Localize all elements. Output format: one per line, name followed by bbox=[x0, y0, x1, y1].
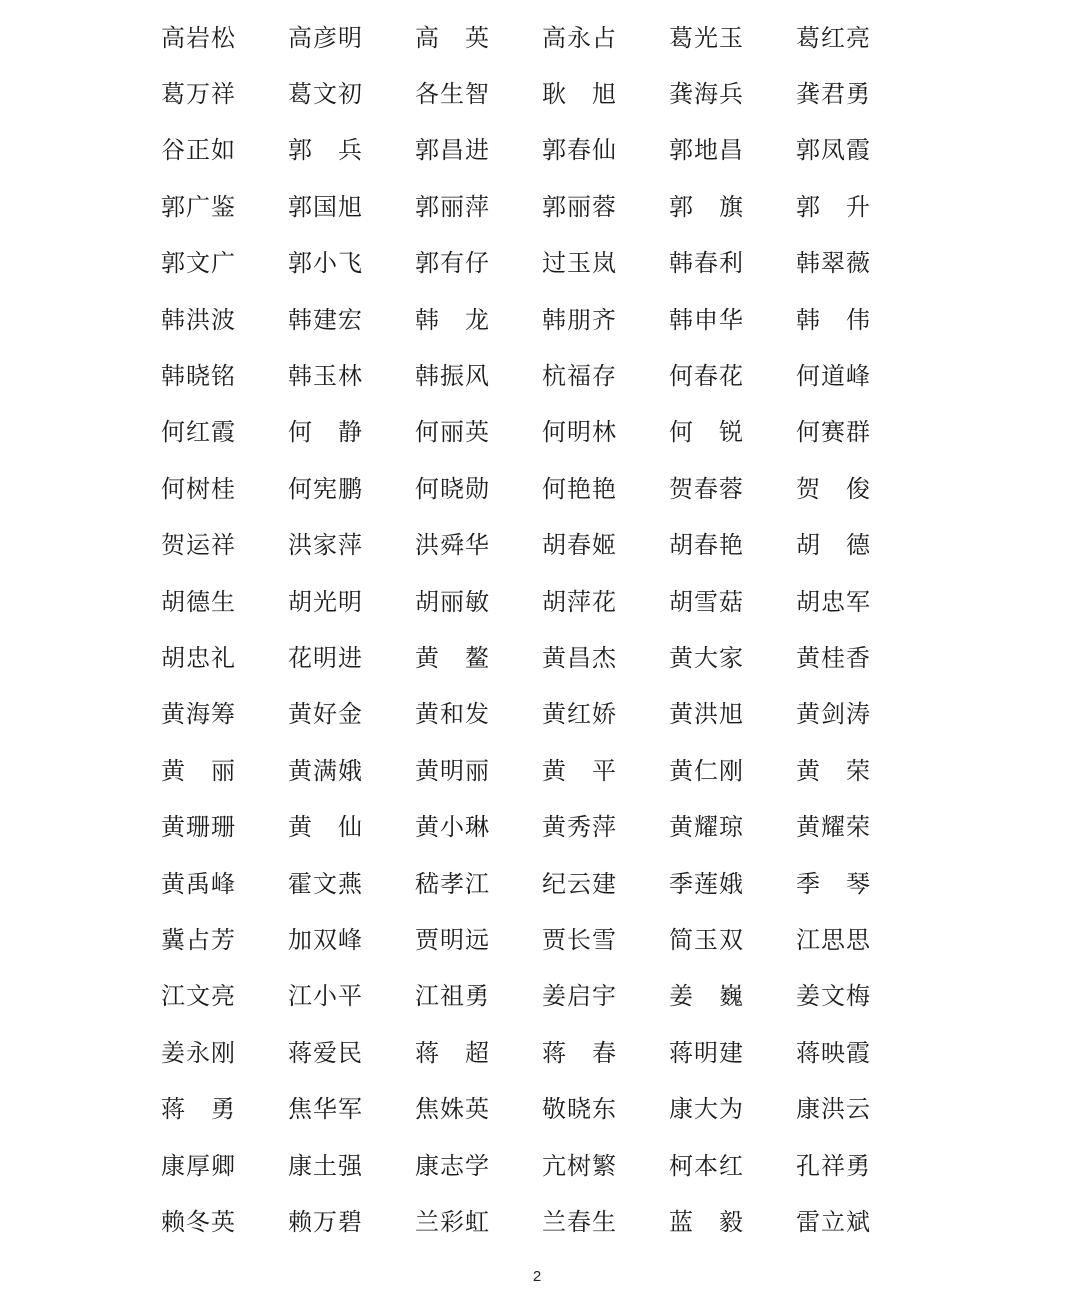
name-cell: 黄好金 bbox=[288, 702, 363, 729]
name-cell: 蒋映霞 bbox=[796, 1040, 871, 1067]
name-cell: 季莲娥 bbox=[669, 871, 744, 898]
name-cell: 黄海筹 bbox=[161, 702, 236, 729]
name-cell: 黄 平 bbox=[542, 758, 617, 785]
name-cell: 韩春利 bbox=[669, 251, 744, 278]
name-cell: 黄耀琼 bbox=[669, 815, 744, 842]
name-cell: 韩朋齐 bbox=[542, 307, 617, 334]
name-cell: 蒋爱民 bbox=[288, 1040, 363, 1067]
name-cell: 兰彩虹 bbox=[415, 1209, 490, 1236]
name-cell: 郭丽萍 bbox=[415, 194, 490, 221]
name-cell: 康洪云 bbox=[796, 1097, 871, 1124]
name-cell: 龚海兵 bbox=[669, 82, 744, 109]
name-cell: 何明林 bbox=[542, 420, 617, 447]
name-cell: 葛文初 bbox=[288, 82, 363, 109]
name-cell: 黄仁刚 bbox=[669, 758, 744, 785]
name-cell: 黄红娇 bbox=[542, 702, 617, 729]
name-cell: 赖冬英 bbox=[161, 1209, 236, 1236]
name-cell: 黄 丽 bbox=[161, 758, 236, 785]
name-cell: 贺运祥 bbox=[161, 533, 236, 560]
page-number: 2 bbox=[532, 1268, 542, 1285]
name-cell: 胡丽敏 bbox=[415, 589, 490, 616]
name-cell: 洪家萍 bbox=[288, 533, 363, 560]
name-cell: 柯本红 bbox=[669, 1153, 744, 1180]
name-cell: 何艳艳 bbox=[542, 476, 617, 503]
name-cell: 郭凤霞 bbox=[796, 138, 871, 165]
name-cell: 过玉岚 bbox=[542, 251, 617, 278]
name-cell: 胡萍花 bbox=[542, 589, 617, 616]
name-cell: 胡忠礼 bbox=[161, 645, 236, 672]
name-cell: 何丽英 bbox=[415, 420, 490, 447]
name-cell: 韩建宏 bbox=[288, 307, 363, 334]
name-cell: 韩洪波 bbox=[161, 307, 236, 334]
name-cell: 黄洪旭 bbox=[669, 702, 744, 729]
name-cell: 胡雪菇 bbox=[669, 589, 744, 616]
name-cell: 高 英 bbox=[415, 25, 490, 52]
name-cell: 葛光玉 bbox=[669, 25, 744, 52]
name-cell: 韩振风 bbox=[415, 364, 490, 391]
name-cell: 胡春姬 bbox=[542, 533, 617, 560]
name-cell: 蒋 勇 bbox=[161, 1097, 236, 1124]
name-cell: 郭广鉴 bbox=[161, 194, 236, 221]
name-cell: 贾明远 bbox=[415, 927, 490, 954]
name-cell: 黄 荣 bbox=[796, 758, 871, 785]
name-cell: 郭有仔 bbox=[415, 251, 490, 278]
name-cell: 姜文梅 bbox=[796, 984, 871, 1011]
name-cell: 葛红亮 bbox=[796, 25, 871, 52]
name-cell: 何 静 bbox=[288, 420, 363, 447]
name-cell: 胡忠军 bbox=[796, 589, 871, 616]
name-cell: 黄大家 bbox=[669, 645, 744, 672]
name-cell: 赖万碧 bbox=[288, 1209, 363, 1236]
name-cell: 郭国旭 bbox=[288, 194, 363, 221]
name-cell: 何宪鹏 bbox=[288, 476, 363, 503]
name-cell: 孔祥勇 bbox=[796, 1153, 871, 1180]
name-cell: 郭 旗 bbox=[669, 194, 744, 221]
name-cell: 谷正如 bbox=[161, 138, 236, 165]
name-cell: 江思思 bbox=[796, 927, 871, 954]
name-cell: 黄满娥 bbox=[288, 758, 363, 785]
name-cell: 江小平 bbox=[288, 984, 363, 1011]
name-cell: 杭福存 bbox=[542, 364, 617, 391]
name-cell: 纪云建 bbox=[542, 871, 617, 898]
name-cell: 何晓勋 bbox=[415, 476, 490, 503]
name-cell: 郭 兵 bbox=[288, 138, 363, 165]
name-cell: 胡德生 bbox=[161, 589, 236, 616]
name-cell: 黄 鳌 bbox=[415, 645, 490, 672]
name-cell: 何道峰 bbox=[796, 364, 871, 391]
name-cell: 郭小飞 bbox=[288, 251, 363, 278]
name-cell: 何赛群 bbox=[796, 420, 871, 447]
name-cell: 郭丽蓉 bbox=[542, 194, 617, 221]
name-cell: 蒋明建 bbox=[669, 1040, 744, 1067]
name-cell: 韩玉林 bbox=[288, 364, 363, 391]
name-cell: 黄 仙 bbox=[288, 815, 363, 842]
name-cell: 龚君勇 bbox=[796, 82, 871, 109]
name-cell: 郭文广 bbox=[161, 251, 236, 278]
name-cell: 何 锐 bbox=[669, 420, 744, 447]
name-cell: 康土强 bbox=[288, 1153, 363, 1180]
name-cell: 黄禹峰 bbox=[161, 871, 236, 898]
name-cell: 胡光明 bbox=[288, 589, 363, 616]
name-cell: 江文亮 bbox=[161, 984, 236, 1011]
name-cell: 郭春仙 bbox=[542, 138, 617, 165]
name-cell: 江祖勇 bbox=[415, 984, 490, 1011]
name-cell: 雷立斌 bbox=[796, 1209, 871, 1236]
name-cell: 郭地昌 bbox=[669, 138, 744, 165]
name-cell: 葛万祥 bbox=[161, 82, 236, 109]
name-cell: 康厚卿 bbox=[161, 1153, 236, 1180]
name-grid bbox=[135, 7, 897, 1248]
name-cell: 冀占芳 bbox=[161, 927, 236, 954]
name-cell: 贺春蓉 bbox=[669, 476, 744, 503]
name-cell: 韩晓铭 bbox=[161, 364, 236, 391]
name-cell: 耿 旭 bbox=[542, 82, 617, 109]
name-cell: 韩 伟 bbox=[796, 307, 871, 334]
name-cell: 简玉双 bbox=[669, 927, 744, 954]
name-cell: 黄桂香 bbox=[796, 645, 871, 672]
name-cell: 焦姝英 bbox=[415, 1097, 490, 1124]
name-cell: 高彦明 bbox=[288, 25, 363, 52]
name-cell: 蒋 春 bbox=[542, 1040, 617, 1067]
name-cell: 康志学 bbox=[415, 1153, 490, 1180]
name-cell: 季 琴 bbox=[796, 871, 871, 898]
name-cell: 高岩松 bbox=[161, 25, 236, 52]
name-cell: 洪舜华 bbox=[415, 533, 490, 560]
name-cell: 姜永刚 bbox=[161, 1040, 236, 1067]
name-cell: 花明进 bbox=[288, 645, 363, 672]
name-cell: 黄明丽 bbox=[415, 758, 490, 785]
name-cell: 黄昌杰 bbox=[542, 645, 617, 672]
name-cell: 郭昌进 bbox=[415, 138, 490, 165]
name-cell: 康大为 bbox=[669, 1097, 744, 1124]
name-cell: 黄珊珊 bbox=[161, 815, 236, 842]
name-cell: 贺 俊 bbox=[796, 476, 871, 503]
name-cell: 贾长雪 bbox=[542, 927, 617, 954]
name-cell: 韩申华 bbox=[669, 307, 744, 334]
name-cell: 焦华军 bbox=[288, 1097, 363, 1124]
name-cell: 亢树繁 bbox=[542, 1153, 617, 1180]
name-cell: 黄小琳 bbox=[415, 815, 490, 842]
name-cell: 何树桂 bbox=[161, 476, 236, 503]
name-cell: 敬晓东 bbox=[542, 1097, 617, 1124]
name-cell: 高永占 bbox=[542, 25, 617, 52]
name-cell: 黄秀萍 bbox=[542, 815, 617, 842]
name-cell: 何春花 bbox=[669, 364, 744, 391]
name-cell: 韩 龙 bbox=[415, 307, 490, 334]
name-cell: 加双峰 bbox=[288, 927, 363, 954]
name-cell: 胡 德 bbox=[796, 533, 871, 560]
name-cell: 姜 巍 bbox=[669, 984, 744, 1011]
name-cell: 胡春艳 bbox=[669, 533, 744, 560]
name-cell: 霍文燕 bbox=[288, 871, 363, 898]
name-cell: 何红霞 bbox=[161, 420, 236, 447]
name-cell: 黄剑涛 bbox=[796, 702, 871, 729]
name-cell: 郭 升 bbox=[796, 194, 871, 221]
name-cell: 姜启宇 bbox=[542, 984, 617, 1011]
name-cell: 嵇孝江 bbox=[415, 871, 490, 898]
name-cell: 黄耀荣 bbox=[796, 815, 871, 842]
name-cell: 兰春生 bbox=[542, 1209, 617, 1236]
name-cell: 黄和发 bbox=[415, 702, 490, 729]
name-cell: 韩翠薇 bbox=[796, 251, 871, 278]
name-cell: 各生智 bbox=[415, 82, 490, 109]
name-cell: 蓝 毅 bbox=[669, 1209, 744, 1236]
name-cell: 蒋 超 bbox=[415, 1040, 490, 1067]
